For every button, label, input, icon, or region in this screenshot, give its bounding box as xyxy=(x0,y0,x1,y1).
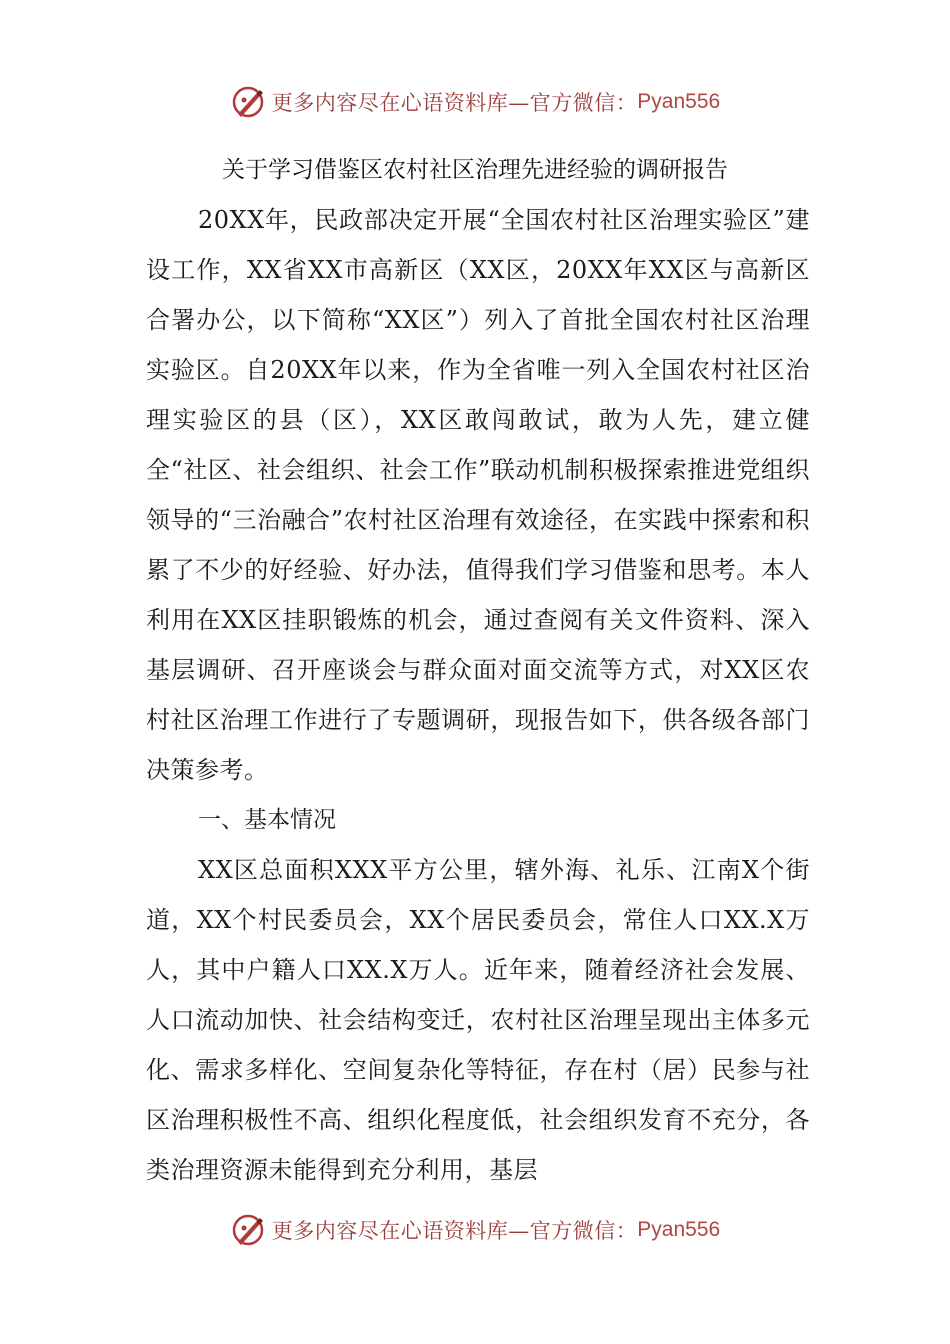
pen-logo-icon xyxy=(230,1212,266,1248)
basic-situation-paragraph: XX区总面积XXX平方公里，辖外海、礼乐、江南X个街道，XX个村民委员会，XX个居民委员会，常住人口XX.X万人，其中户籍人口XX.X万人。近年来，随着经济社会发展、人口流动加快、社会结构变迁，农村社区治理呈现出主体多元化、需求多样化、空间复杂化等特征，存在村（居）民参与社区治理积极性不高、组织化程度低，社会组织发育不充分，各类治理资源未能得到充分利用，基层 xyxy=(146,856,810,1184)
document-body xyxy=(146,195,810,1195)
banner-text: 更多内容尽在心语资料库—官方微信： xyxy=(271,1219,638,1243)
header-watermark-banner xyxy=(0,82,950,122)
banner-wechat-id: Pyan556 xyxy=(637,1218,721,1241)
document-title: 关于学习借鉴区农村社区治理先进经验的调研报告 xyxy=(222,157,728,183)
pen-logo-icon xyxy=(230,84,266,120)
banner-wechat-id: Pyan556 xyxy=(637,90,721,113)
intro-paragraph: 20XX年，民政部决定开展“全国农村社区治理实验区”建设工作，XX省XX市高新区（XX区，20XX年XX区与高新区合署办公，以下简称“XX区”）列入了首批全国农村社区治理实验区。自20XX年以来，作为全省唯一列入全国农村社区治理实验区的县（区），XX区敢闯敢试，敢为人先，建立健全“社区、社会组织、社会工作”联动机制积极探索推进党组织领导的“三治融合”农村社区治理有效途径，在实践中探索和积累了不少的好经验、好办法，值得我们学习借鉴和思考。本人利用在XX区挂职锻炼的机会，通过查阅有关文件资料、深入基层调研、召开座谈会与群众面对面交流等方式，对XX区农村社区治理工作进行了专题调研，现报告如下，供各级各部门决策参考。 xyxy=(146,206,810,784)
section-heading-basic-situation: 一、基本情况 xyxy=(198,807,336,833)
banner-text: 更多内容尽在心语资料库—官方微信： xyxy=(271,91,638,115)
footer-watermark-banner xyxy=(0,1210,950,1250)
